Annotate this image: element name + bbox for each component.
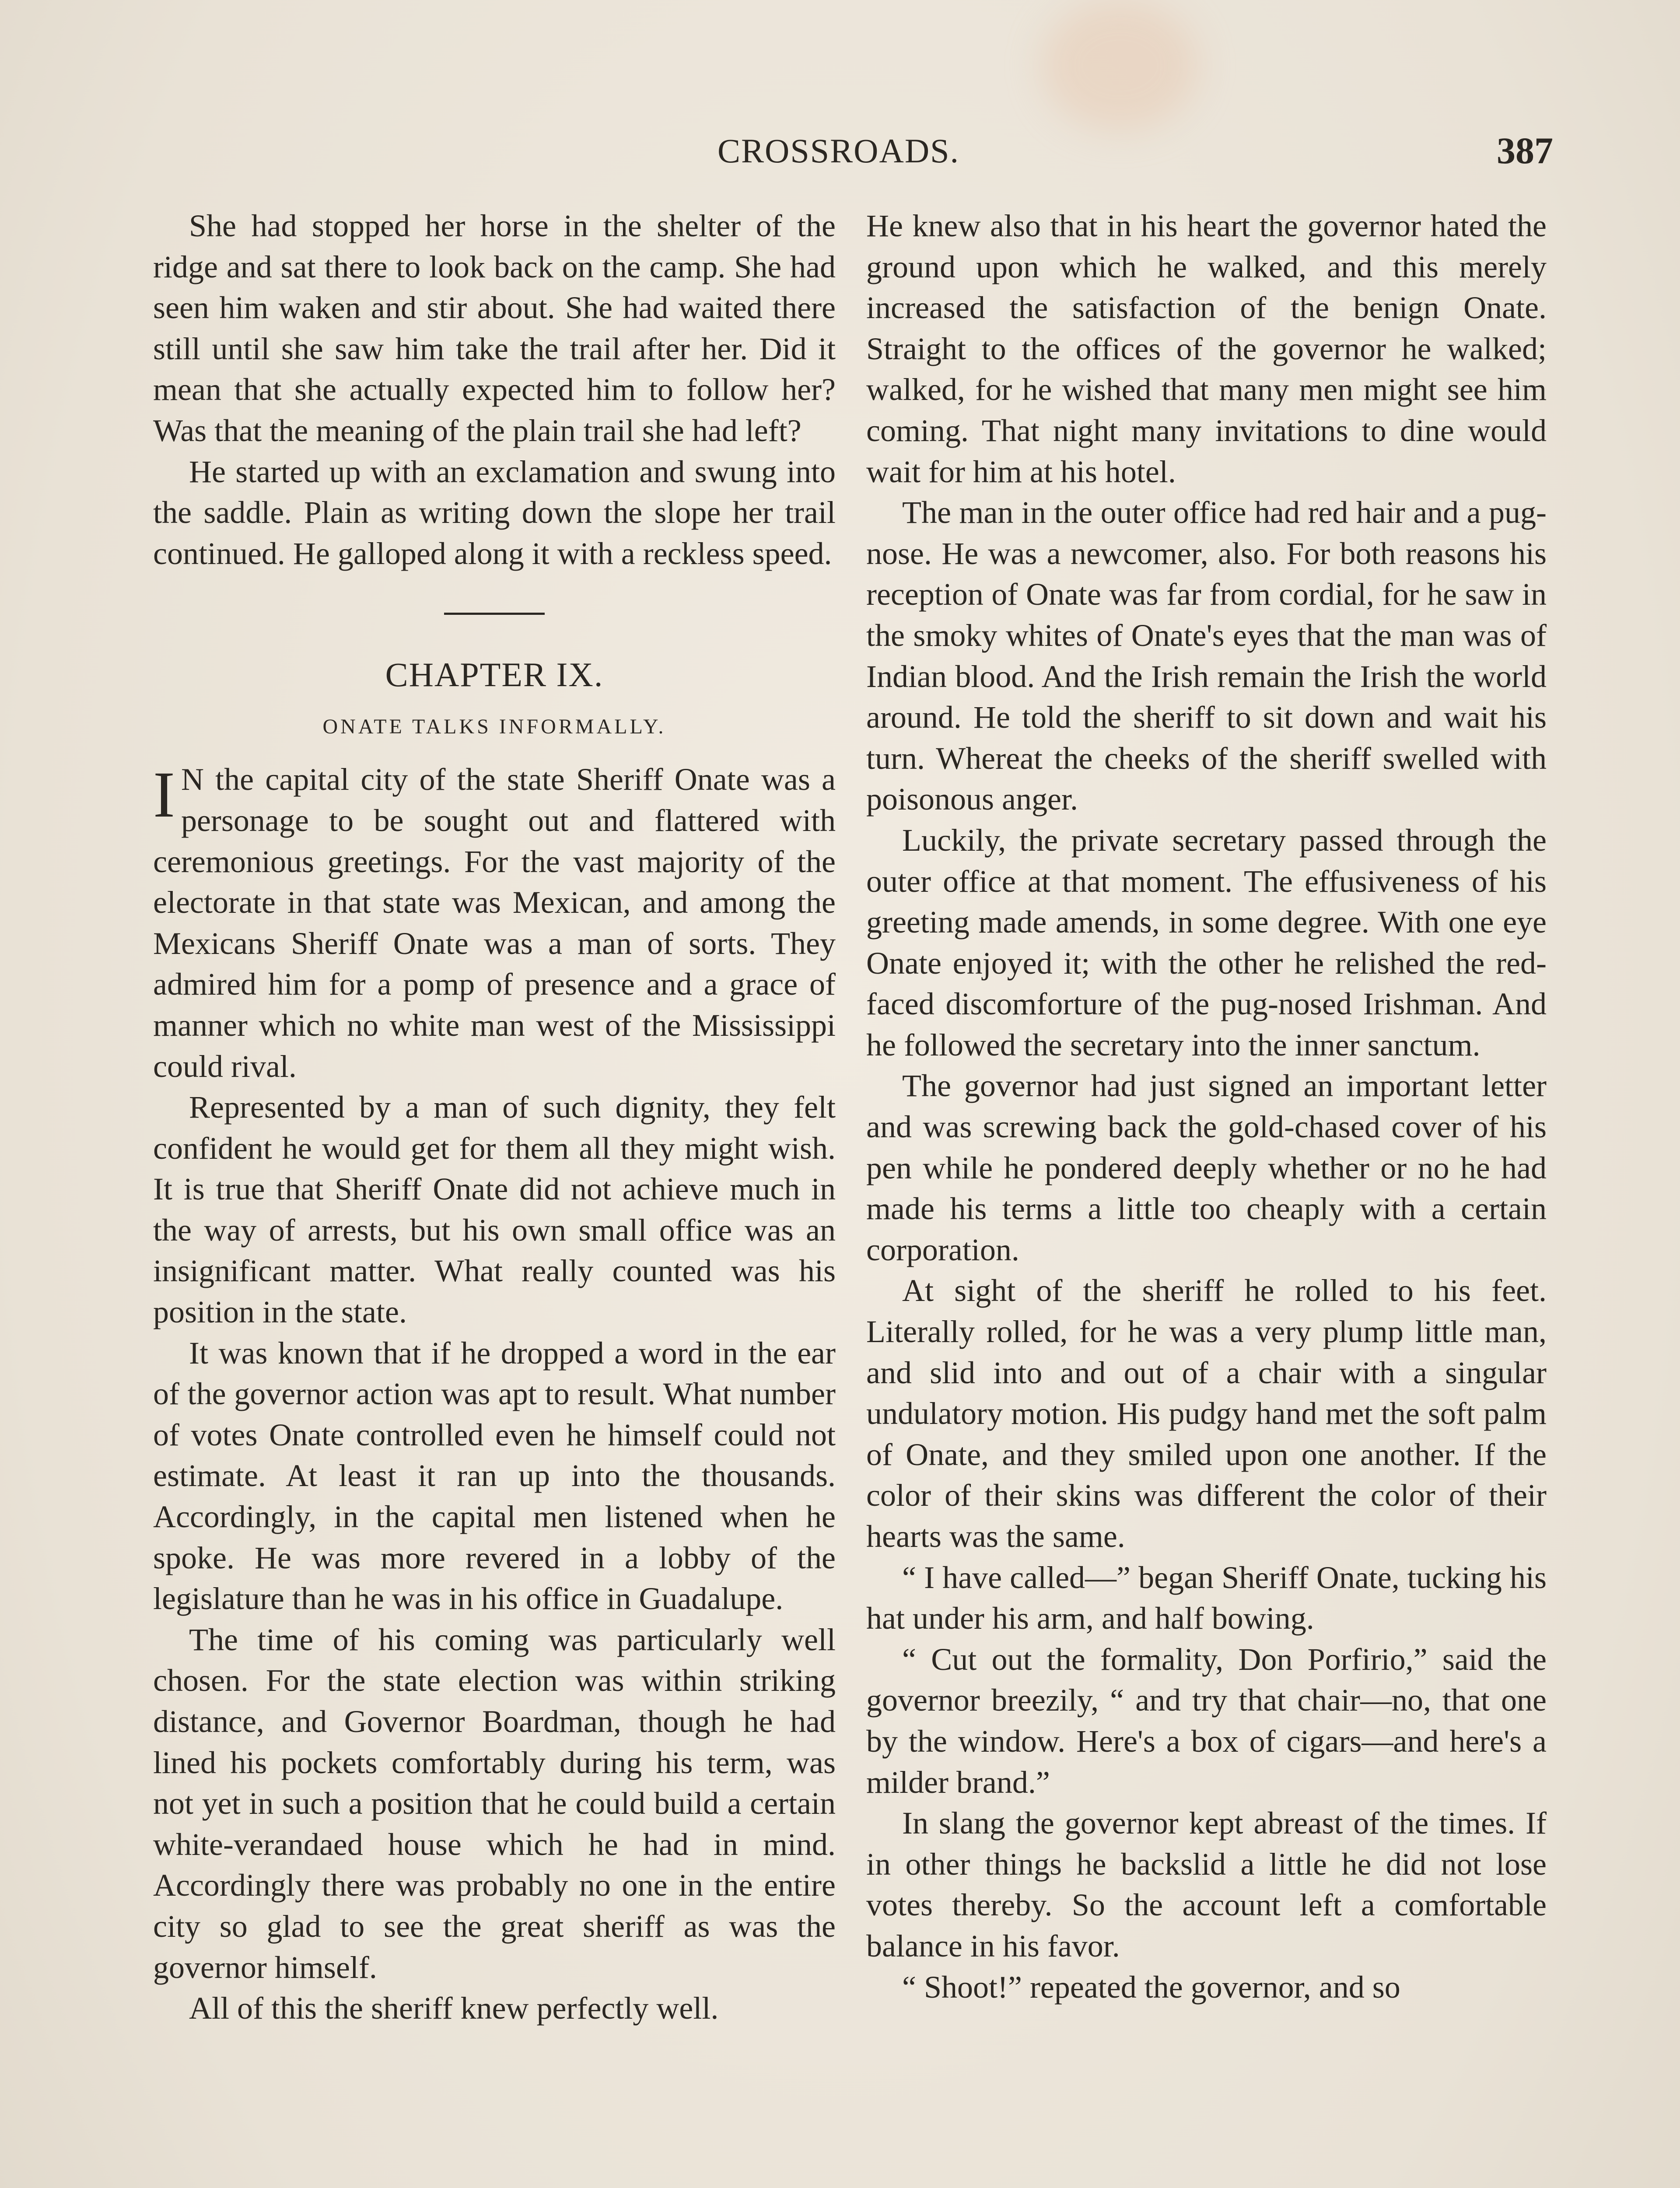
running-header bbox=[0, 131, 1680, 179]
paragraph: Luckily, the private secretary passed through the outer office at that moment. The effusiveness of his greeting made amends, in some degree. With one eye Onate enjoyed it; with the other he relished the red-faced discomforture of the pug-nosed Irishman. And he followed the secretary into the inner sanctum. bbox=[866, 822, 1547, 1062]
chapter-opening-paragraph bbox=[153, 759, 836, 1087]
paragraph: At sight of the sheriff he rolled to his feet. Literally rolled, for he was a very plump little man, and slid into and out of a chair with a singular undulatory motion. His pudgy hand met the soft palm of Onate, and they smiled upon one another. If the color of their skins was different the color of their hearts was the same. bbox=[866, 1273, 1547, 1554]
section-divider bbox=[444, 613, 545, 615]
paragraph: “ Shoot!” repeated the governor, and so bbox=[902, 1969, 1400, 2005]
paragraph: Represented by a man of such dignity, they felt confident he would get for them all they might wish. It is true that Sheriff Onate did not achieve much in the way of arrests, but his own small office was an insignificant matter. What really counted was his position in the state. bbox=[153, 1090, 836, 1330]
drop-cap: I bbox=[153, 758, 175, 831]
paragraph: He knew also that in his heart the governor hated the ground upon which he walked, and this merely increased the satisfaction of the benign Onate. Straight to the offices of the governor he walked; walked, for he wished that many men might see him coming. That night many invitations to dine would wait for him at his hotel. bbox=[866, 208, 1547, 489]
paragraph: All of this the sheriff knew perfectly well. bbox=[189, 1991, 719, 2026]
paragraph: He started up with an exclamation and swung into the saddle. Plain as writing down the slope her trail continued. He galloped along it with a reckless speed. bbox=[153, 454, 836, 571]
chapter-opening-text: N the capital city of the state Sheriff Onate was a personage to be sought out and flattered with ceremonious greetings. For the vast majority of the electorate in that state was Mexican, and among the Mexicans Sheriff Onate was a man of sorts. They admired him for a pomp of presence and a grace of manner which no white man west of the Mississippi could rival. bbox=[153, 762, 836, 1084]
paragraph: In slang the governor kept abreast of the times. If in other things he backslid a little he did not lose votes thereby. So the account left a comfortable balance in his favor. bbox=[866, 1806, 1547, 1964]
running-title: CROSSROADS. bbox=[718, 132, 960, 170]
chapter-title: CHAPTER IX. bbox=[385, 656, 604, 694]
chapter-subtitle: ONATE TALKS INFORMALLY. bbox=[322, 715, 666, 739]
left-column bbox=[153, 206, 836, 2029]
page-number: 387 bbox=[1497, 130, 1553, 172]
paragraph: She had stopped her horse in the shelter of the ridge and sat there to look back on the camp. She had seen him waken and stir about. She had waited there still until she saw him take the trail after her. Did it mean that she actually expected him to follow her? Was that the meaning of the plain trail she had left? bbox=[153, 208, 836, 448]
paragraph: The man in the outer office had red hair and a pug-nose. He was a newcomer, also. For both reasons his reception of Onate was far from cordial, for he saw in the smoky whites of Onate's eyes that the man was of Indian blood. And the Irish remain the Irish the world around. He told the sheriff to sit down and wait his turn. Whereat the cheeks of the sheriff swelled with poisonous anger. bbox=[866, 495, 1547, 817]
paragraph: It was known that if he dropped a word in the ear of the governor action was apt to result. What number of votes Onate controlled even he himself could not estimate. At least it ran up into the thousands. Accordingly, in the capital men listened when he spoke. He was more revered in a lobby of the legislature than he was in his office in Guadalupe. bbox=[153, 1335, 836, 1616]
paragraph: The time of his coming was particularly well chosen. For the state election was within striking distance, and Governor Boardman, though he had lined his pockets comfortably during his term, was not yet in such a position that he could build a certain white-verandaed house which he had in mind. Accordingly there was probably no one in the entire city so glad to see the great sheriff as was the governor himself. bbox=[153, 1622, 836, 1985]
paragraph: “ Cut out the formality, Don Porfirio,” said the governor breezily, “ and try that chair—no, that one by the window. Here's a box of cigars—and here's a milder brand.” bbox=[866, 1641, 1547, 1800]
right-column bbox=[866, 206, 1547, 2008]
paragraph: “ I have called—” began Sheriff Onate, tucking his hat under his arm, and half bowing. bbox=[866, 1560, 1547, 1636]
paragraph: The governor had just signed an important letter and was screwing back the gold-chased cover of his pen while he pondered deeply whether or no he had made his terms a little too cheaply with a certain corporation. bbox=[866, 1068, 1547, 1267]
paper-stain bbox=[1041, 0, 1199, 131]
